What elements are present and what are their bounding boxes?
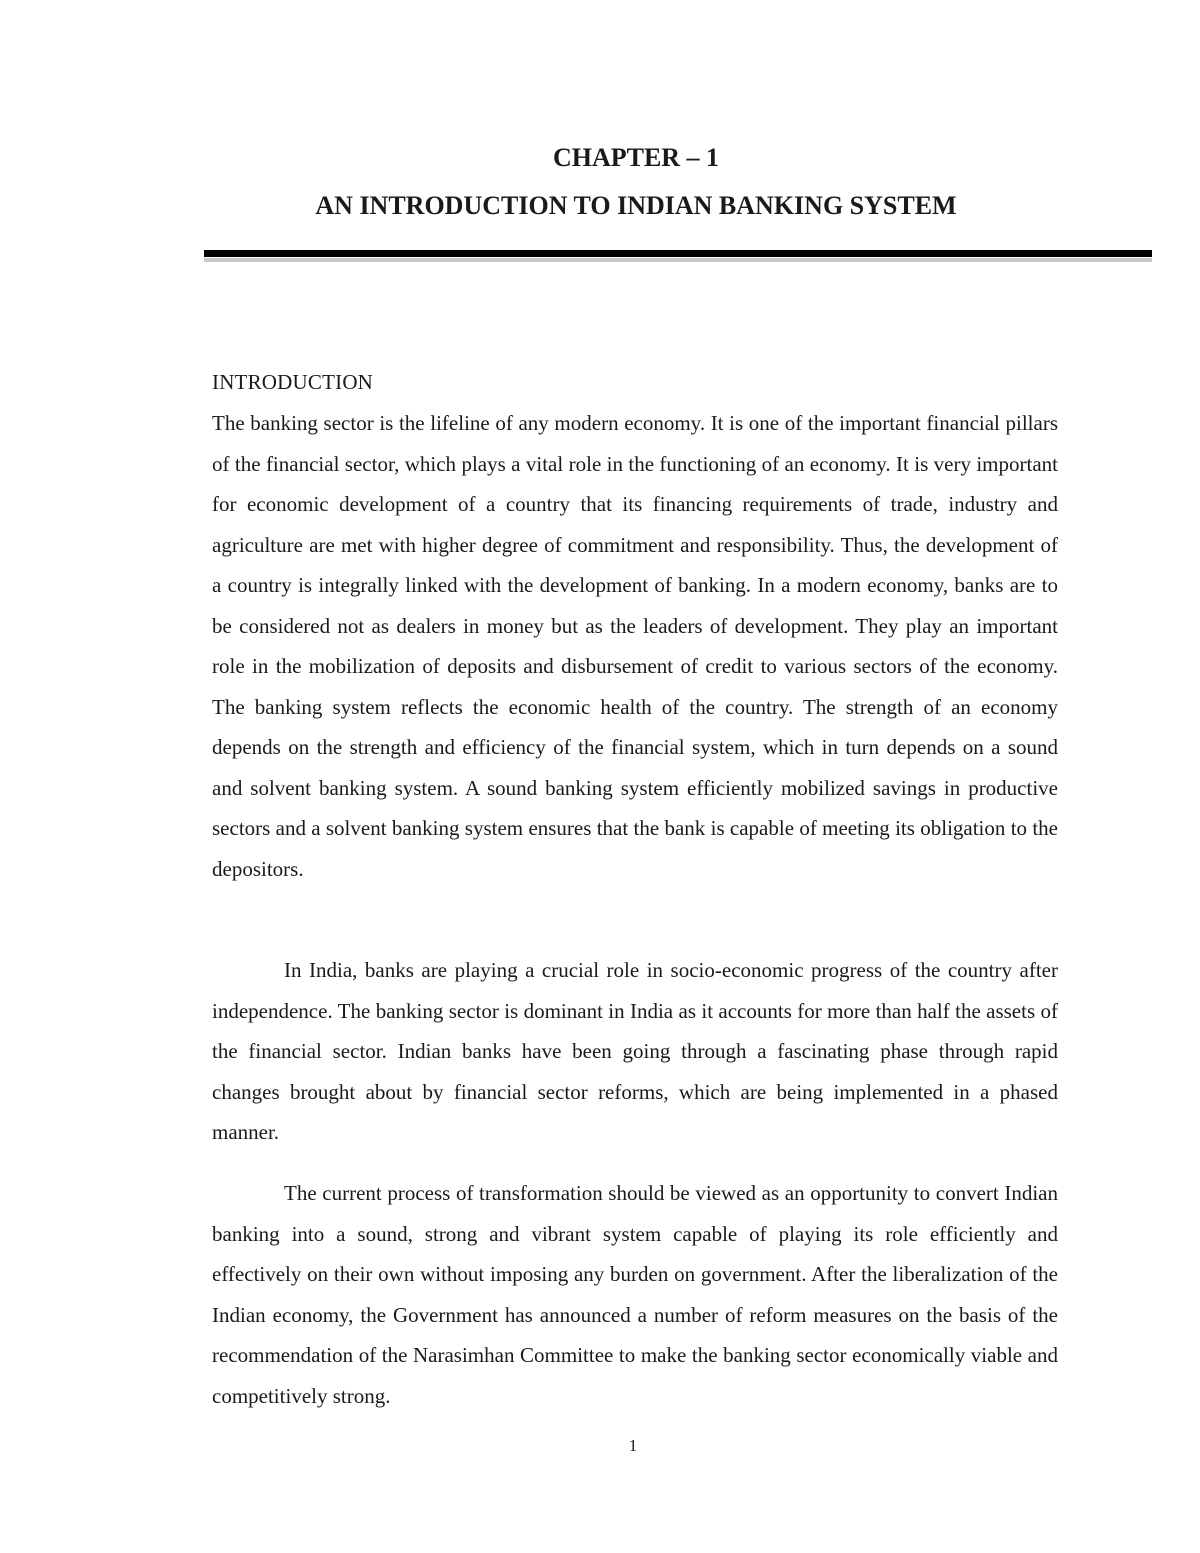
chapter-number: CHAPTER – 1 xyxy=(552,143,720,172)
section-heading: INTRODUCTION xyxy=(212,370,374,394)
paragraph-1: The banking sector is the lifeline of any modern economy. It is one of the important financial pillars of the financial sector, which plays a vital role in the functioning of an economy. It is very important for economic development of a country that its financing requirements of trade, industry and agriculture are met with higher degree of commitment and responsibility. Thus, the development of a country is integrally linked with the development of banking. In a modern economy, banks are to be considered not as dealers in money but as the leaders of development. They play an important role in the mobilization of deposits and disbursement of credit to various sectors of the economy. The banking system reflects the economic health of the country. The strength of an economy depends on the strength and efficiency of the financial system, which in turn depends on a sound and solvent banking system. A sound banking system efficiently mobilized savings in productive sectors and a solvent banking system ensures that the bank is capable of meeting its obligation to the depositors. xyxy=(212,411,1058,881)
title-divider-shadow xyxy=(204,258,1152,262)
paragraph-3: The current process of transformation should be viewed as an opportunity to convert Indian banking into a sound, strong and vibrant system capable of playing its role efficiently and effectively on their own without imposing any burden on government. After the liberalization of the Indian economy, the Government has announced a number of reform measures on the basis of the recommendation of the Narasimhan Committee to make the banking sector economically viable and competitively strong. xyxy=(212,1181,1058,1408)
page-number: 1 xyxy=(628,1436,638,1455)
paragraph-2: In India, banks are playing a crucial role in socio-economic progress of the country after independence. The banking sector is dominant in India as it accounts for more than half the assets of the financial sector. Indian banks have been going through a fascinating phase through rapid changes brought about by financial sector reforms, which are being implemented in a phased manner. xyxy=(212,958,1058,1144)
chapter-title: AN INTRODUCTION TO INDIAN BANKING SYSTEM xyxy=(315,191,957,220)
title-divider xyxy=(204,250,1152,257)
